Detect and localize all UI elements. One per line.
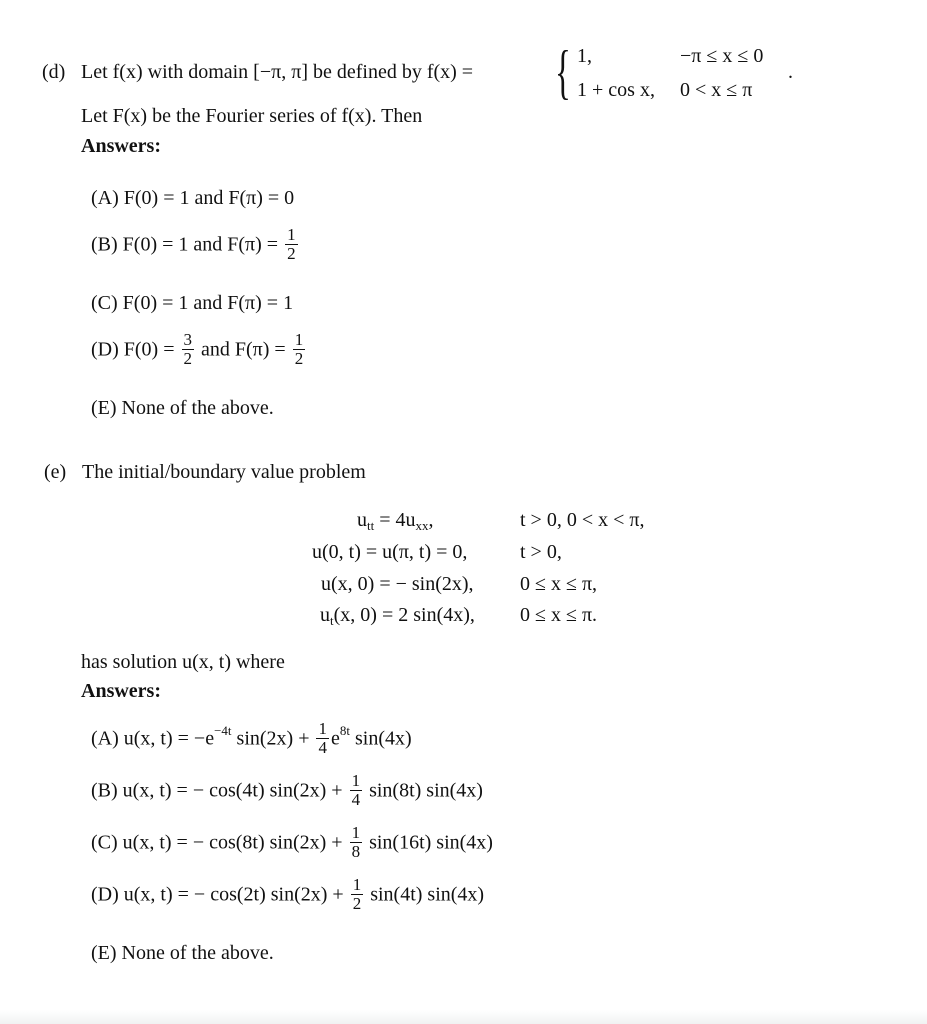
part-d-option-a: (A) F(0) = 1 and F(π) = 0 — [91, 187, 295, 209]
piecewise-end-period: . — [788, 61, 793, 83]
pde-equation-4: $u_t(x$, 0) = 2 sin(4x), — [320, 604, 475, 628]
fraction-denominator: 8 — [351, 841, 361, 861]
pde-condition-1: t > 0, 0 < x < π, — [520, 509, 645, 531]
part-d-option-e: (E) None of the above. — [91, 397, 274, 419]
part-d-option-b — [91, 226, 300, 263]
fraction-denominator: 2 — [287, 243, 296, 263]
part-e-has-solution: has solution u(x, t) where — [81, 651, 285, 673]
pde-condition-4: 0 ≤ x ≤ π. — [520, 604, 598, 626]
part-e-option-c-fraction — [350, 824, 363, 861]
part-d-option-d — [91, 331, 307, 368]
fraction-numerator: 1 — [351, 771, 361, 790]
part-e-option-b — [91, 772, 483, 809]
fraction-numerator: 1 — [352, 875, 362, 894]
part-e-label: (e) — [44, 461, 67, 483]
part-e-option-d-end: sin(4t) sin(4x) — [370, 883, 485, 906]
part-e-option-a-end: sin(4x) — [355, 727, 412, 750]
part-e-option-a-fraction — [316, 720, 329, 757]
fraction-numerator: 1 — [287, 225, 296, 244]
part-d-option-d-fraction-2 — [293, 331, 306, 368]
part-d-second-line: Let F(x) be the Fourier series of f(x). Then — [81, 105, 423, 127]
part-e-option-b-fraction — [350, 772, 363, 809]
part-d-answers-label: Answers: — [81, 135, 161, 157]
piecewise-case2-condition: 0 < x ≤ π — [680, 79, 753, 101]
part-d-option-d-middle: and F(π) = — [201, 338, 286, 361]
exponent: −4t — [214, 722, 232, 738]
pde-equation-2: u(0, t) = u(π, t) = 0, — [312, 541, 468, 563]
part-d-option-d-prefix: (D) F(0) = — [91, 338, 175, 361]
piecewise-brace: { — [555, 39, 571, 105]
part-e-option-b-end: sin(8t) sin(4x) — [369, 779, 483, 802]
part-d-option-b-prefix: (B) F(0) = 1 and F(π) = — [91, 233, 279, 256]
part-d-option-d-fraction-1 — [182, 331, 195, 368]
part-e-option-a — [91, 720, 412, 757]
part-e-option-a-e: e — [330, 727, 340, 750]
part-d-intro: Let f(x) with domain [−π, π] be defined by f(x) = — [81, 61, 474, 83]
pde-condition-2: t > 0, — [520, 541, 562, 563]
part-e-option-a-middle: sin(2x) + — [236, 727, 310, 750]
exponent: 8t — [339, 722, 350, 738]
fraction-denominator: 2 — [294, 348, 304, 368]
part-d-option-b-fraction — [285, 226, 298, 263]
piecewise-case1-condition: −π ≤ x ≤ 0 — [680, 45, 764, 67]
fraction-denominator: 2 — [352, 893, 362, 913]
fraction-denominator: 4 — [351, 789, 361, 809]
part-e-option-d-prefix: (D) u(x, t) = − cos(2t) sin(2x) + — [91, 883, 344, 906]
pde-equation-3: u(x, 0) = − sin(2x), — [321, 573, 474, 595]
fraction-numerator: 1 — [351, 823, 361, 842]
part-e-option-d — [91, 876, 484, 913]
part-e-intro: The initial/boundary value problem — [82, 461, 366, 483]
fraction-denominator: 4 — [318, 737, 327, 757]
part-e-option-c-prefix: (C) u(x, t) = − cos(8t) sin(2x) + — [91, 831, 343, 854]
fraction-numerator: 1 — [318, 719, 327, 738]
fraction-denominator: 2 — [183, 348, 192, 368]
part-e-option-c — [91, 824, 493, 861]
pde-equation-1: $u_{tt} = 4u_{xx}$, — [357, 509, 434, 533]
pde-condition-3: 0 ≤ x ≤ π, — [520, 573, 598, 595]
part-e-option-c-end: sin(16t) sin(4x) — [369, 831, 493, 854]
part-d-option-c: (C) F(0) = 1 and F(π) = 1 — [91, 292, 294, 314]
part-d-label: (d) — [42, 61, 66, 83]
piecewise-case1-value: 1, — [577, 45, 592, 67]
part-e-option-e: (E) None of the above. — [91, 942, 274, 964]
page-bottom-edge — [0, 1010, 927, 1024]
part-e-option-a-prefix: (A) u(x, t) = −e — [91, 727, 215, 750]
fraction-numerator: 3 — [183, 330, 192, 349]
part-e-option-d-fraction — [351, 876, 364, 913]
piecewise-case2-value: 1 + cos x, — [577, 79, 655, 101]
part-e-option-b-prefix: (B) u(x, t) = − cos(4t) sin(2x) + — [91, 779, 343, 802]
fraction-numerator: 1 — [294, 330, 304, 349]
part-e-answers-label: Answers: — [81, 680, 161, 702]
